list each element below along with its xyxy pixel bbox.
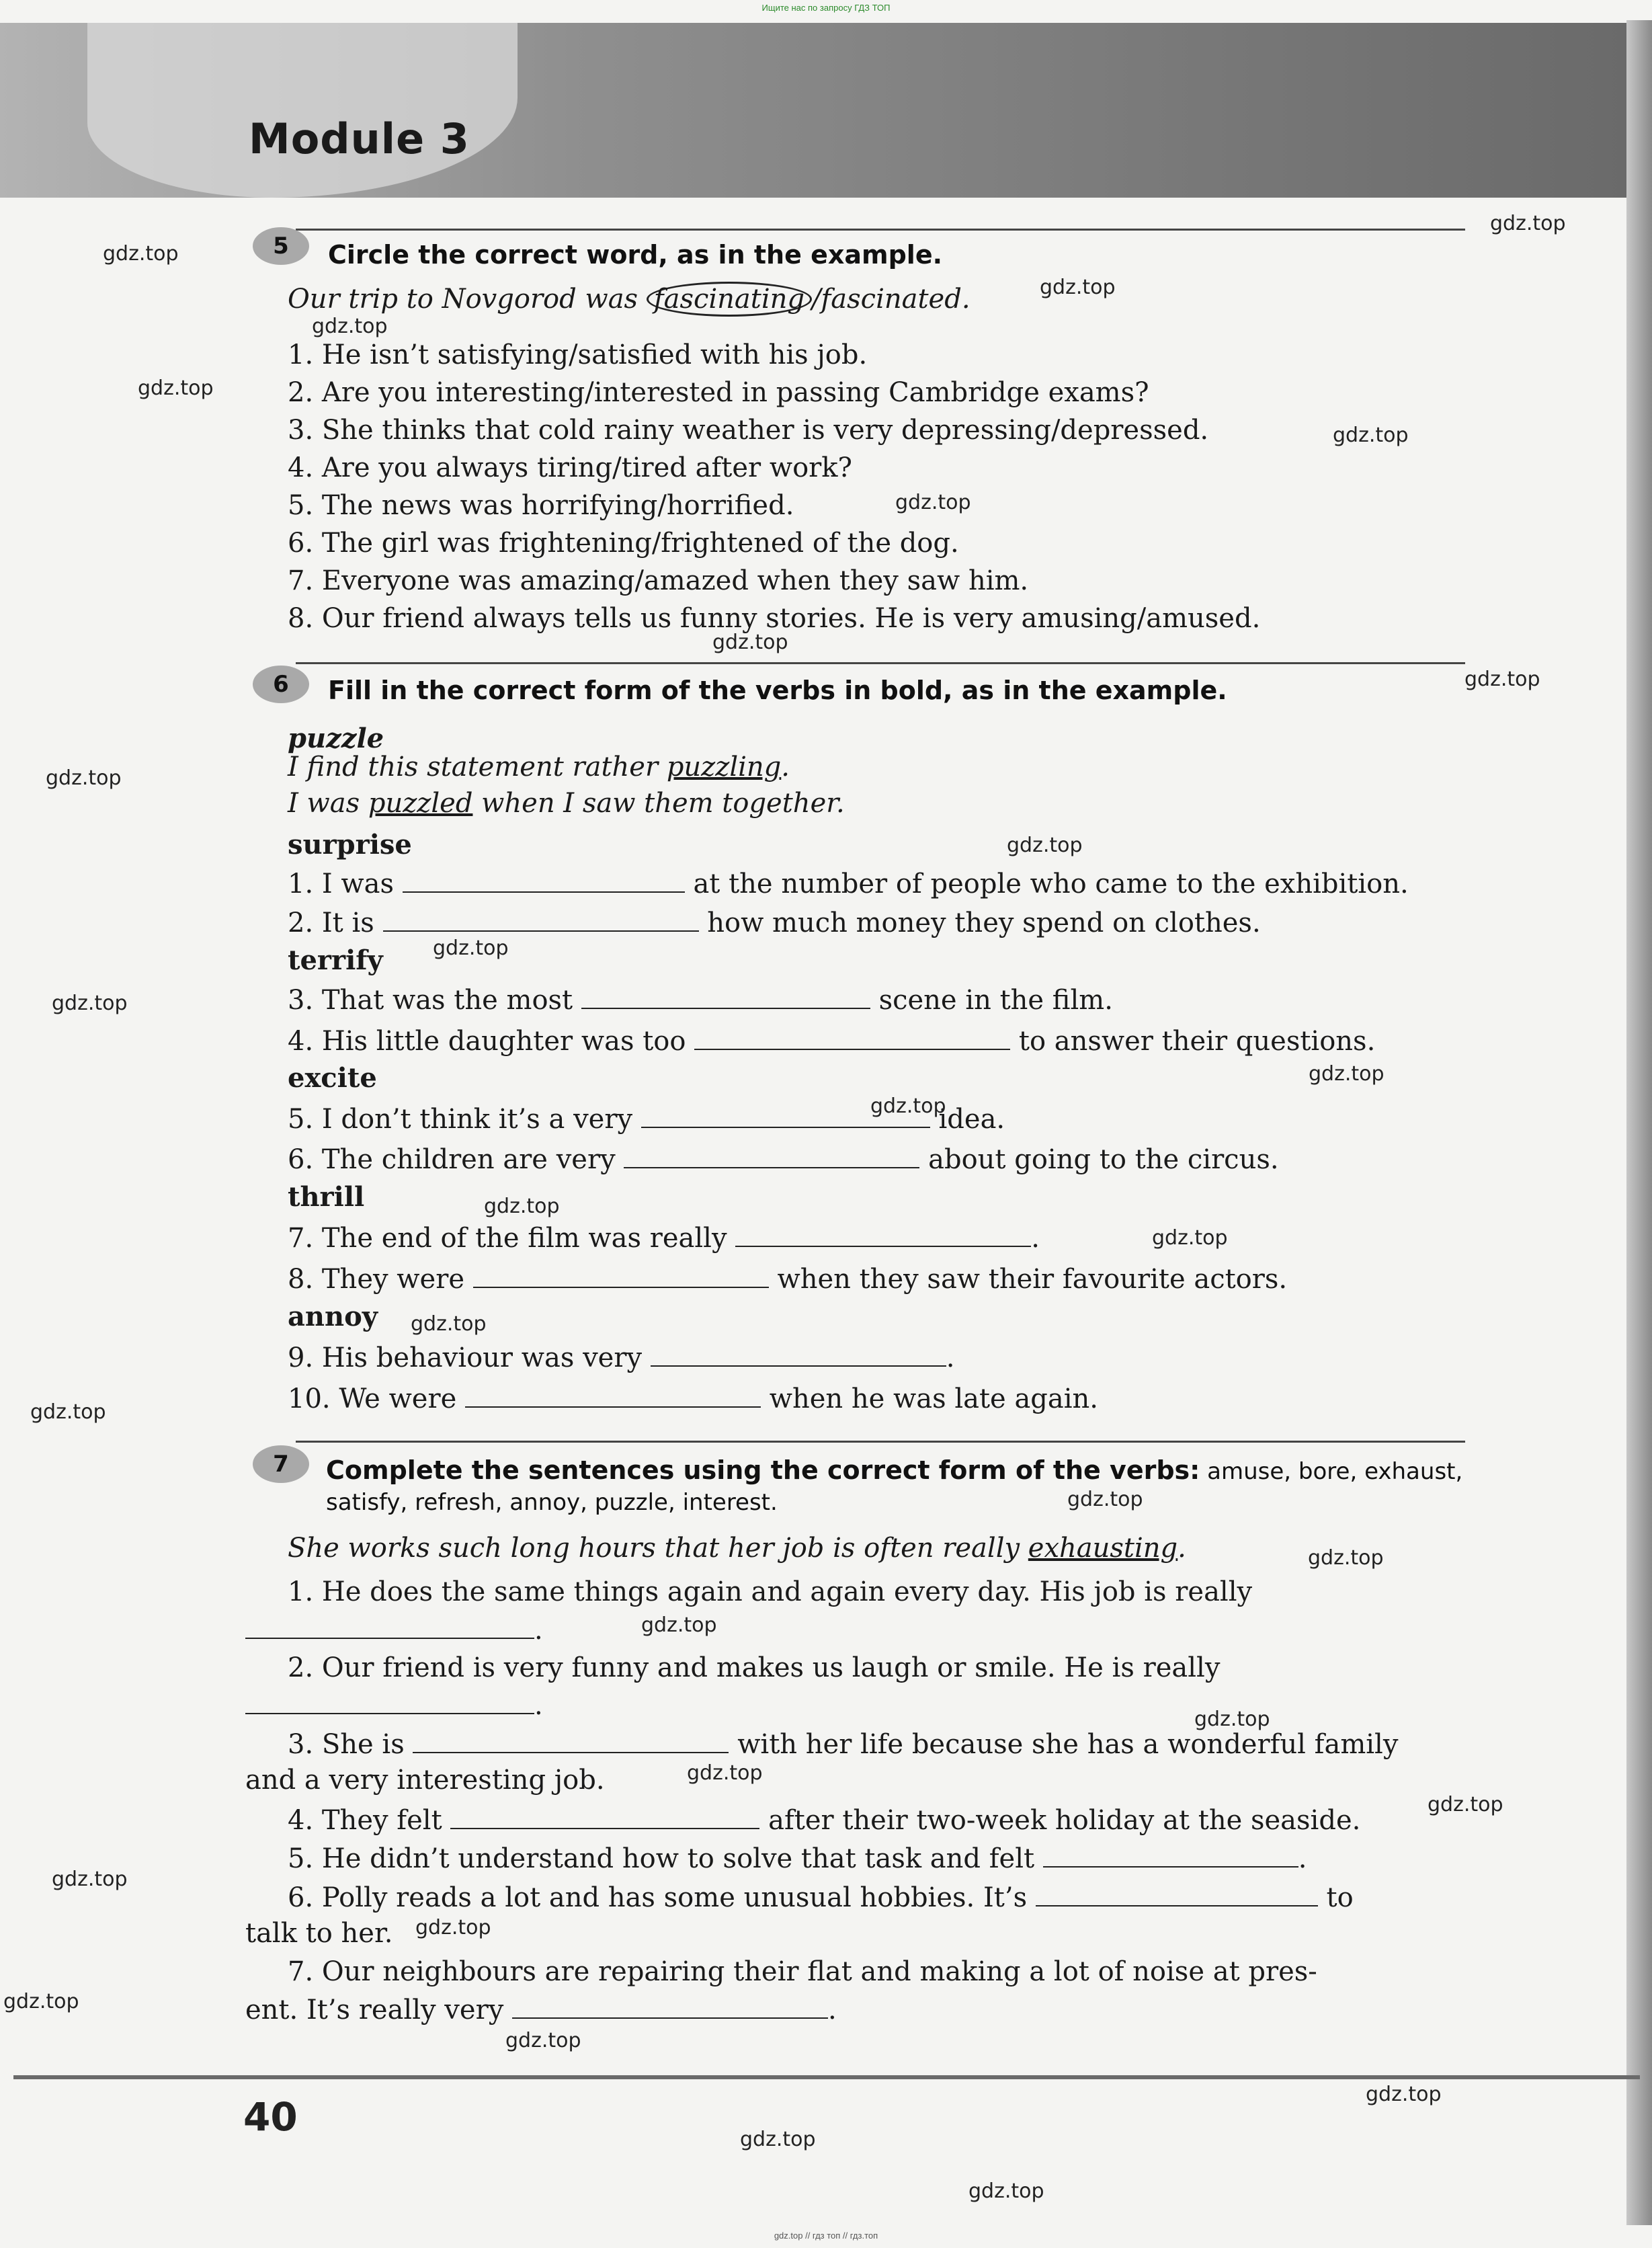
answer-blank[interactable] [651,1341,946,1367]
watermark: gdz.top [895,491,971,514]
ex6-rule [296,662,1465,664]
watermark: gdz.top [415,1916,491,1939]
watermark: gdz.top [1428,1793,1503,1816]
ex5-example [288,284,970,315]
ex5-number-badge: 5 [253,227,309,265]
ex6-item-4 [288,1025,1375,1057]
ex6-item-8 [288,1262,1287,1295]
ex7-item-2b [245,1689,543,1721]
ex6-item-6 [288,1143,1279,1175]
ex6-item-4-pre: 4. His little daughter was too [288,1026,686,1057]
ex7-item-2a: 2. Our friend is very funny and makes us laugh or smile. He is really [288,1652,1221,1683]
ex6-item-6-pre: 6. The children are very [288,1144,616,1175]
ex6-item-2-post: how much money they spend on clothes. [707,908,1261,938]
ex6-item-10-pre: 10. We were [288,1383,457,1414]
watermark: gdz.top [687,1761,763,1785]
ex7-item-6a [288,1881,1354,1913]
ex7-example-pre: She works such long hours that her job is often really [288,1533,1028,1564]
ex6-verb-surprise: surprise [288,829,412,860]
watermark: gdz.top [433,936,509,960]
ex5-instruction: Circle the correct word, as in the example. [328,240,943,270]
ex6-verb-excite: excite [288,1062,377,1094]
ex5-item: 4. Are you always tiring/tired after work? [288,452,852,483]
ex6-example-1 [288,752,790,782]
module-title: Module 3 [249,114,470,163]
ex6-item-7 [288,1221,1040,1254]
ex7-instruction-words-a: amuse, bore, exhaust, [1207,1458,1463,1485]
ex6-item-5-pre: 5. I don’t think it’s a very [288,1104,633,1135]
ex5-item: 8. Our friend always tells us funny stories. He is very amusing/amused. [288,603,1261,634]
watermark: gdz.top [1333,424,1409,447]
ex7-item-7-pre: ent. It’s really very [245,1995,504,2025]
watermark: gdz.top [1067,1488,1143,1511]
ex7-example-post: . [1178,1533,1186,1564]
ex6-item-10-post: when he was late again. [769,1383,1099,1414]
ex7-item-6b: talk to her. [245,1918,393,1949]
watermark: gdz.top [52,992,128,1015]
watermark: gdz.top [52,1868,128,1891]
ex6-example-1-word: puzzling [666,752,782,782]
ex6-item-5-post: idea. [938,1104,1005,1135]
ex5-item: 7. Everyone was amazing/amazed when they saw him. [288,565,1029,596]
ex5-example-circled: fascinating [647,282,812,317]
ex6-item-1-post: at the number of people who came to the exhibition. [693,869,1409,899]
ex6-item-3-pre: 3. That was the most [288,985,573,1016]
answer-blank[interactable] [383,906,699,932]
ex5-item: 3. She thinks that cold rainy weather is very depressing/depressed. [288,415,1209,446]
watermark: gdz.top [138,376,214,400]
ex6-item-9-pre: 9. His behaviour was very [288,1342,643,1373]
ex7-item-4-post: after their two-week holiday at the seaside. [768,1805,1361,1836]
watermark: gdz.top [1366,2083,1442,2106]
ex7-item-5 [288,1842,1307,1874]
ex5-item: 2. Are you interesting/interested in passing Cambridge exams? [288,377,1149,408]
ex6-item-8-pre: 8. They were [288,1264,465,1295]
ex6-example-2-word: puzzled [368,788,473,819]
ex7-item-2-end: . [534,1690,543,1721]
ex7-item-3a [288,1728,1398,1760]
top-note: Ищите нас по запросу ГДЗ ТОП [761,3,891,13]
answer-blank[interactable] [512,1993,828,2019]
ex7-item-7a: 7. Our neighbours are repairing their flat and making a lot of noise at pres- [288,1956,1317,1987]
watermark: gdz.top [870,1094,946,1118]
ex6-item-10 [288,1382,1098,1414]
ex7-item-3-pre: 3. She is [288,1729,405,1760]
ex6-number-badge: 6 [253,666,309,703]
answer-blank[interactable] [1036,1881,1318,1906]
ex6-item-6-post: about going to the circus. [928,1144,1279,1175]
ex7-item-7b [245,1993,837,2025]
ex7-instruction [326,1455,1469,1518]
ex7-number-badge: 7 [253,1445,309,1483]
answer-blank[interactable] [450,1804,759,1829]
ex6-example-1-pre: I find this statement rather [288,752,667,782]
ex6-verb-thrill: thrill [288,1181,365,1213]
watermark: gdz.top [968,2179,1044,2203]
ex7-rule [296,1441,1465,1443]
watermark: gdz.top [641,1613,717,1637]
ex7-item-6-post: to [1326,1882,1354,1913]
watermark: gdz.top [1194,1708,1270,1731]
ex6-item-3-post: scene in the film. [878,985,1113,1016]
watermark: gdz.top [3,1990,79,2013]
ex7-item-1a: 1. He does the same things again and again every day. His job is really [288,1576,1253,1607]
watermark: gdz.top [1007,834,1083,857]
ex7-item-3b: and a very interesting job. [245,1765,605,1796]
ex7-example [288,1533,1186,1564]
answer-blank[interactable] [245,1613,534,1639]
ex6-item-1-pre: 1. I was [288,869,395,899]
watermark: gdz.top [1309,1062,1385,1086]
answer-blank[interactable] [465,1382,761,1408]
watermark: gdz.top [1490,212,1566,235]
watermark: gdz.top [46,766,122,790]
ex6-item-9 [288,1341,955,1373]
watermark: gdz.top [505,2029,581,2052]
ex5-item: 1. He isn’t satisfying/satisfied with his job. [288,339,868,370]
ex5-example-post: /fascinated. [812,284,970,315]
ex6-example-2-pre: I was [288,788,368,819]
ex5-rule [296,229,1465,231]
ex7-item-5-post: . [1298,1843,1307,1874]
answer-blank[interactable] [581,984,870,1009]
watermark: gdz.top [30,1400,106,1424]
ex6-item-1 [288,867,1409,899]
ex6-verb-terrify: terrify [288,945,383,976]
ex6-verb-annoy: annoy [288,1301,378,1332]
answer-blank[interactable] [624,1143,919,1168]
ex6-item-8-post: when they saw their favourite actors. [777,1264,1288,1295]
footer-rule [13,2075,1640,2079]
ex7-instruction-bold: Complete the sentences using the correct form of the verbs: [326,1455,1200,1485]
watermark: gdz.top [312,315,388,338]
ex7-instruction-words-b: satisfy, refresh, annoy, puzzle, interest. [326,1489,778,1516]
watermark: gdz.top [1040,276,1116,299]
watermark: gdz.top [740,2128,816,2151]
ex6-item-2-pre: 2. It is [288,908,374,938]
ex5-example-pre: Our trip to Novgorod was [288,284,647,315]
ex7-item-6-pre: 6. Polly reads a lot and has some unusual hobbies. It’s [288,1882,1028,1913]
ex6-example-1-post: . [781,752,790,782]
ex7-example-word: exhausting [1028,1533,1178,1564]
ex5-item: 6. The girl was frightening/frightened of the dog. [288,528,959,559]
watermark: gdz.top [1152,1226,1228,1250]
ex6-item-7-post: . [1031,1223,1040,1254]
answer-blank[interactable] [245,1689,534,1714]
watermark: gdz.top [411,1312,487,1336]
ex6-item-2 [288,906,1261,938]
ex5-item: 5. The news was horrifying/horrified. [288,490,794,521]
watermark: gdz.top [103,242,179,266]
ex7-item-4 [288,1804,1360,1836]
ex7-item-1-end: . [534,1615,543,1646]
answer-blank[interactable] [413,1728,729,1753]
ex6-example-2 [288,788,845,819]
ex6-item-3 [288,984,1113,1016]
ex6-item-9-post: . [946,1342,955,1373]
answer-blank[interactable] [694,1025,1010,1050]
ex7-item-3-post: with her life because she has a wonderful family [737,1729,1399,1760]
ex7-item-4-pre: 4. They felt [288,1805,442,1836]
watermark: gdz.top [1308,1546,1384,1570]
ex6-example-2-post: when I saw them together. [472,788,845,819]
ex6-instruction: Fill in the correct form of the verbs in bold, as in the example. [328,676,1227,705]
ex7-item-5-pre: 5. He didn’t understand how to solve that task and felt [288,1843,1035,1874]
ex7-item-1b [245,1613,543,1646]
ex6-item-4-post: to answer their questions. [1018,1026,1376,1057]
answer-blank[interactable] [735,1221,1031,1247]
ex7-item-7-post: . [828,1995,837,2025]
ex6-example-verb: puzzle [288,723,384,754]
page-edge-shadow [1626,20,1652,2225]
ex6-item-7-pre: 7. The end of the film was really [288,1223,727,1254]
watermark: gdz.top [712,631,788,654]
page-number: 40 [243,2094,298,2140]
bottom-note: gdz.top // гдз топ // гдз.топ [774,2231,878,2241]
watermark: gdz.top [1464,668,1540,691]
watermark: gdz.top [484,1195,560,1218]
answer-blank[interactable] [403,867,685,893]
answer-blank[interactable] [1043,1842,1298,1868]
answer-blank[interactable] [473,1262,769,1288]
